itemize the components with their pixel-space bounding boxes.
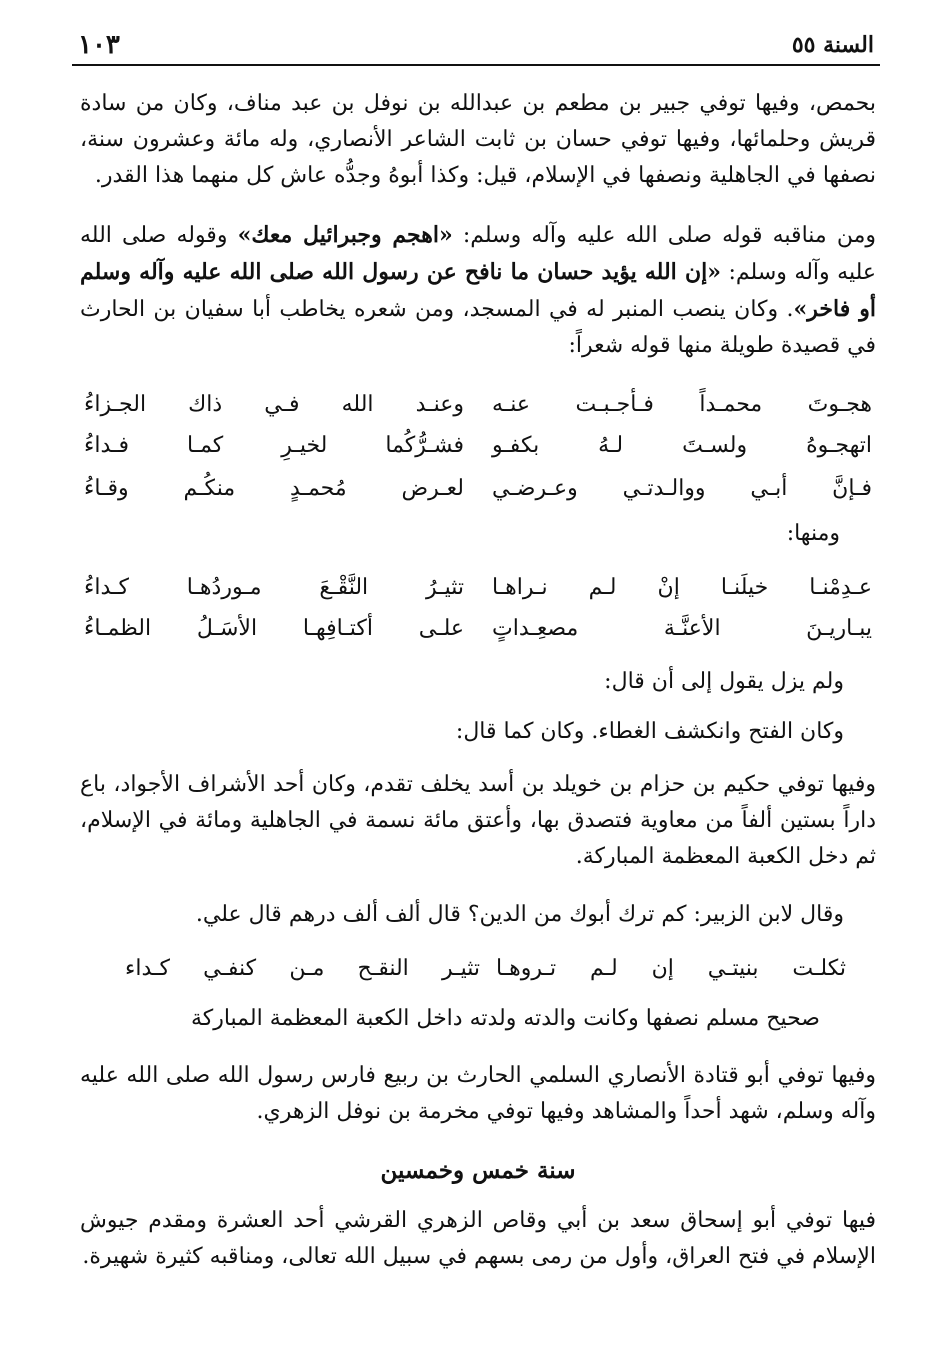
paragraph-text: ومن مناقبه قوله صلى الله عليه وآله وسلم:	[452, 223, 876, 248]
page-header	[72, 30, 880, 66]
paragraph-text: . وكان ينصب المنبر له في المسجد، ومن شعره يخاطب أبا سفيان بن الحارث في قصيدة طويلة منها قوله شعراً:	[80, 297, 876, 358]
hadith-quote: «إن الله يؤيد حسان ما نافح عن رسول الله صلى الله عليه وآله وسلم أو فاخر»	[80, 259, 877, 322]
verse-first-hemistich: هجـوتَ محمـداً فـأجـبـت عنـه	[492, 392, 872, 417]
paragraph-text: وقوله صلى الله عليه وآله وسلم:	[80, 223, 877, 285]
verse-first-hemistich: اتهجـوهُ ولسـتَ لـهُ بكفـو	[492, 433, 872, 458]
verse-second-hemistich: تثيـر النقـح مـن كنفـي كـداء	[125, 956, 480, 981]
page-number: ١٠٣	[78, 30, 120, 60]
text-line: وقال لابن الزبير: كم ترك أبوك من الدين؟ قال ألف ألف درهم قال علي.	[195, 902, 844, 927]
poem-verse	[80, 951, 876, 987]
section-heading: سنة خمس وخمسين	[380, 1157, 576, 1184]
verse-first-hemistich: فـإنَّ أبـي ووالـدتـي وعـرضـي	[492, 476, 872, 501]
paragraph-hassan-virtues	[80, 217, 876, 364]
verse-second-hemistich: فشـرُّكُما لخيـرِ كمـا فـداءُ	[84, 433, 464, 458]
paragraph-saad: فيها توفي أبو إسحاق سعد بن أبي وقاص الزهري القرشي أحد العشرة ومقدم جيوش الإسلام في فتح العراق، وأول من رمى بسهم في سبيل الله تعالى، ومناقبه كثيرة شهيرة.	[80, 1208, 876, 1269]
running-title: السنة ٥٥	[791, 32, 874, 58]
verse-second-hemistich: لعـرض مُحمـدٍ منكُـم وقـاءُ	[84, 476, 464, 501]
paragraph-abu-qatada: وفيها توفي أبو قتادة الأنصاري السلمي الحارث بن ربيع فارس رسول الله صلى الله عليه وآله وسلم، شهد أحداً والمشاهد وفيها توفي مخرمة بن نوفل الزهري.	[80, 1063, 876, 1124]
hadith-quote: «اهجم وجبرائيل معك»	[237, 222, 453, 248]
text-line: صحيح مسلم نصفها وكانت والدته ولدته داخل الكعبة المعظمة المباركة	[190, 1006, 820, 1031]
verse-second-hemistich: وعنـد الله فـي ذاك الجـزاءُ	[84, 392, 464, 417]
poem-verse	[80, 611, 876, 647]
minha-label: ومنها:	[786, 521, 840, 546]
text-line: ولم يزل يقول إلى أن قال:	[604, 669, 844, 694]
paragraph-jubayr-hassan: بحمص، وفيها توفي جبير بن مطعم بن عبدالله بن نوفل بن عبد مناف، وكان من سادة قريش وحلمائها، وفيها توفي حسان بن ثابت الشاعر الأنصاري، وله مائة وعشرون سنة، نصفها في الجاهلية ونصفها في الإسلام، قيل: وكذا أبوهُ وجدُّه عاش كل منهما هذا القدر.	[80, 91, 876, 188]
verse-first-hemistich: عـدِمْنـا خيلَنـا إنْ لـم نـراهـا	[492, 575, 872, 600]
text-line: وكان الفتح وانكشف الغطاء. وكان كما قال:	[455, 719, 844, 744]
verse-second-hemistich: علـى أكتـافِهـا الأسَـلُ الظمـاءُ	[84, 616, 464, 641]
poem-verse	[80, 570, 876, 606]
verse-first-hemistich: يبـاريـنَ الأعنَّـة مصعِـداتٍ	[492, 616, 872, 641]
poem-verse	[80, 471, 876, 507]
poem-verse	[80, 428, 876, 464]
verse-first-hemistich: ثكلـت بنيتـي إن لـم تـروهـا	[496, 956, 846, 981]
poem-verse	[80, 387, 876, 423]
verse-second-hemistich: تثيـرُ النَّقْـعَ مـوردُهـا كـداءُ	[84, 575, 464, 600]
paragraph-hakim: وفيها توفي حكيم بن حزام بن خويلد بن أسد يخلف تقدم، وكان أحد الأشراف الأجواد، باع داراً بستين ألفاً من معاوية فتصدق بها، وأعتق مائة نسمة في الجاهلية ومائة في الإسلام، ثم دخل الكعبة المعظمة المباركة.	[80, 772, 876, 869]
